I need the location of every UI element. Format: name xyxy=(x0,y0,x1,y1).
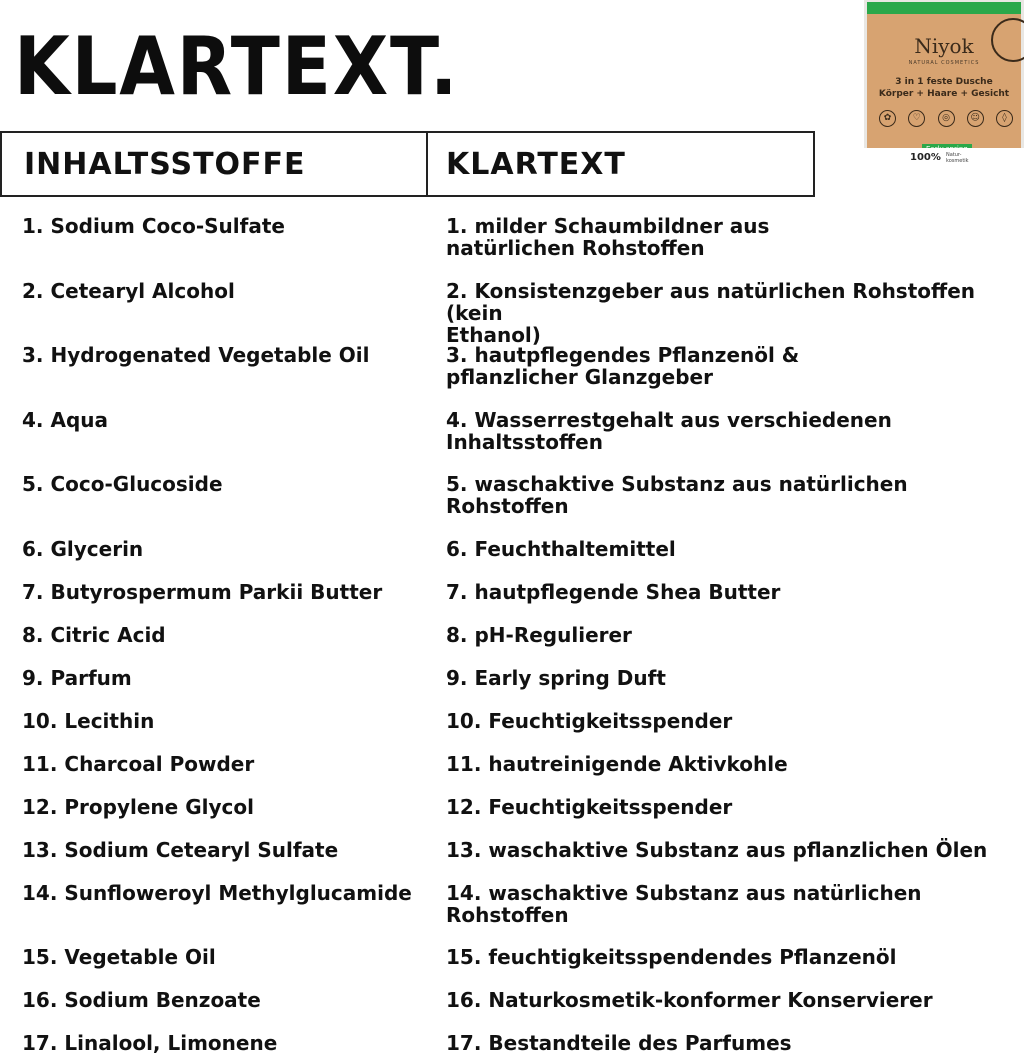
page-title: KLARTEXT. xyxy=(14,20,460,113)
product-image xyxy=(864,0,1024,170)
ingredient-name: 4. Aqua xyxy=(22,408,109,432)
ingredient-explanation: 17. Bestandteile des Parfumes xyxy=(446,1031,792,1055)
ingredient-explanation: 14. waschaktive Substanz aus natürlichen Rohstoffen xyxy=(446,881,922,927)
ingredient-name: 5. Coco-Glucoside xyxy=(22,472,223,496)
ingredient-name: 1. Sodium Coco-Sulfate xyxy=(22,214,285,238)
ingredient-name: 13. Sodium Cetearyl Sulfate xyxy=(22,838,339,862)
natural-label: Natur- kosmetik xyxy=(946,152,969,164)
ingredient-explanation: 10. Feuchtigkeitsspender xyxy=(446,709,733,733)
header-klartext: KLARTEXT xyxy=(446,146,626,182)
ingredient-explanation: 8. pH-Regulierer xyxy=(446,623,632,647)
ingredient-name: 8. Citric Acid xyxy=(22,623,166,647)
ingredient-explanation: 9. Early spring Duft xyxy=(446,666,666,690)
ph-neutral-icon: ☺ xyxy=(967,110,984,127)
drop-icon: ◊ xyxy=(996,110,1013,127)
ingredient-explanation: 13. waschaktive Substanz aus pflanzlichen Ölen xyxy=(446,838,988,862)
ingredient-explanation: 15. feuchtigkeitsspendendes Pflanzenöl xyxy=(446,945,897,969)
vegan-icon: ♡ xyxy=(908,110,925,127)
plastic-free-icon: ◎ xyxy=(938,110,955,127)
ingredient-explanation: 16. Naturkosmetik-konformer Konservierer xyxy=(446,988,933,1012)
ingredient-explanation: 12. Feuchtigkeitsspender xyxy=(446,795,733,819)
ingredient-name: 10. Lecithin xyxy=(22,709,155,733)
ingredient-explanation: 11. hautreinigende Aktivkohle xyxy=(446,752,788,776)
table-header xyxy=(0,131,815,197)
ingredient-explanation: 5. waschaktive Substanz aus natürlichen Rohstoffen xyxy=(446,472,908,518)
ingredient-explanation: 7. hautpflegende Shea Butter xyxy=(446,580,781,604)
ingredient-name: 9. Parfum xyxy=(22,666,132,690)
product-icons xyxy=(879,110,1013,127)
ingredient-explanation: 6. Feuchthaltemittel xyxy=(446,537,676,561)
ingredient-name: 7. Butyrospermum Parkii Butter xyxy=(22,580,383,604)
ingredient-name: 2. Cetearyl Alcohol xyxy=(22,279,235,303)
product-description: 3 in 1 feste Dusche Körper + Haare + Gesicht xyxy=(878,77,1010,99)
ingredient-explanation: 3. hautpflegendes Pflanzenöl & pflanzlicher Glanzgeber xyxy=(446,343,800,389)
ingredient-explanation: 2. Konsistenzgeber aus natürlichen Rohstoffen (kein Ethanol) xyxy=(446,279,976,347)
ingredient-explanation: 4. Wasserrestgehalt aus verschiedenen Inhaltsstoffen xyxy=(446,408,892,454)
ingredient-name: 6. Glycerin xyxy=(22,537,144,561)
product-box xyxy=(867,2,1021,164)
natural-percent: 100% xyxy=(910,152,941,163)
product-brand: Niyok xyxy=(914,34,974,58)
product-subtitle: NATURAL COSMETICS xyxy=(908,60,980,66)
ingredient-name: 14. Sunfloweroyl Methylglucamide xyxy=(22,881,412,905)
natural-cosmetics-badge xyxy=(864,148,1024,170)
ingredient-name: 15. Vegetable Oil xyxy=(22,945,216,969)
leaf-icon: ✿ xyxy=(879,110,896,127)
ingredient-name: 16. Sodium Benzoate xyxy=(22,988,261,1012)
ingredient-name: 3. Hydrogenated Vegetable Oil xyxy=(22,343,370,367)
header-ingredients: INHALTSSTOFFE xyxy=(2,133,428,195)
ingredient-name: 17. Linalool, Limonene xyxy=(22,1031,278,1055)
ingredient-explanation: 1. milder Schaumbildner aus natürlichen Rohstoffen xyxy=(446,214,770,260)
ingredient-name: 12. Propylene Glycol xyxy=(22,795,254,819)
ingredient-name: 11. Charcoal Powder xyxy=(22,752,255,776)
